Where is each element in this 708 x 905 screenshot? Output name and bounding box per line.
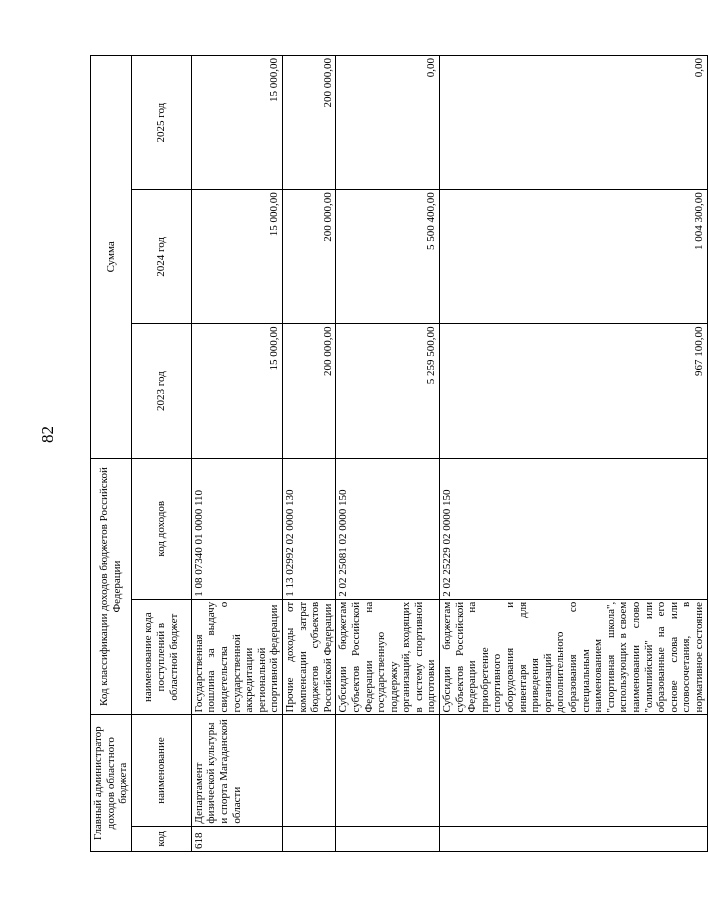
header-2024: 2024 год [131,190,191,324]
header-sum-group: Сумма [91,56,132,459]
header-kod: код [131,826,191,851]
header-row-1 [91,56,132,852]
sum-2023: 200 000,00 [282,324,335,458]
sum-2025: 200 000,00 [282,56,335,190]
table-row [191,56,282,852]
income-table [90,55,708,852]
header-name: наименование [131,715,191,826]
admin-name-empty [440,715,707,826]
admin-code-empty [282,826,335,851]
admin-name-empty [282,715,335,826]
sum-2025: 15 000,00 [191,56,282,190]
rotated-table-wrapper [90,55,705,852]
sum-2024: 1 004 300,00 [440,190,707,324]
header-row-2 [131,56,191,852]
income-name: Субсидии бюджетам субъектов Российской Федерации на приобретение спортивного оборудования и инвентаря для приведения организаций дополнительного образования со специальным наименованием "спортивная школа", использующих в своем наименовании слово "олимпийский" или образованные на его основе слова или словосочетания, в нормативное состояние [440,599,707,715]
income-code: 1 08 07340 01 0000 110 [191,458,282,599]
header-2025: 2025 год [131,56,191,190]
page-number: 82 [38,426,57,443]
income-code: 2 02 25229 02 0000 150 [440,458,707,599]
income-code: 2 02 25081 02 0000 150 [336,458,440,599]
sum-2023: 5 259 500,00 [336,324,440,458]
table-row [440,56,707,852]
admin-name-empty [336,715,440,826]
header-code-group: Код классификации доходов бюджетов Российской Федерации [91,458,132,715]
table-row [282,56,335,852]
header-admin-group: Главный администратор доходов областного бюджета [91,715,132,852]
admin-code: 618 [191,826,282,851]
sum-2023: 967 100,00 [440,324,707,458]
income-name: Прочие доходы от компенсации затрат бюджетов субъектов Российской Федерации [282,599,335,715]
sum-2024: 5 500 400,00 [336,190,440,324]
sum-2024: 15 000,00 [191,190,282,324]
admin-code-empty [336,826,440,851]
sum-2025: 0,00 [336,56,440,190]
header-income-code: код доходов [131,458,191,599]
sum-2023: 15 000,00 [191,324,282,458]
admin-name: Департамент физической культуры и спорта Магаданской области [191,715,282,826]
income-name: Государственная пошлина за выдачу свидетельства о государственной аккредитации региональной спортивной федерации [191,599,282,715]
sum-2024: 200 000,00 [282,190,335,324]
income-code: 1 13 02992 02 0000 130 [282,458,335,599]
admin-code-empty [440,826,707,851]
income-name: Субсидии бюджетам субъектов Российской Федерации на государственную поддержку организаций, входящих в систему спортивной подготовки [336,599,440,715]
header-2023: 2023 год [131,324,191,458]
table-row [336,56,440,852]
sum-2025: 0,00 [440,56,707,190]
header-income-name: наименование кода поступлений в областной бюджет [131,599,191,715]
